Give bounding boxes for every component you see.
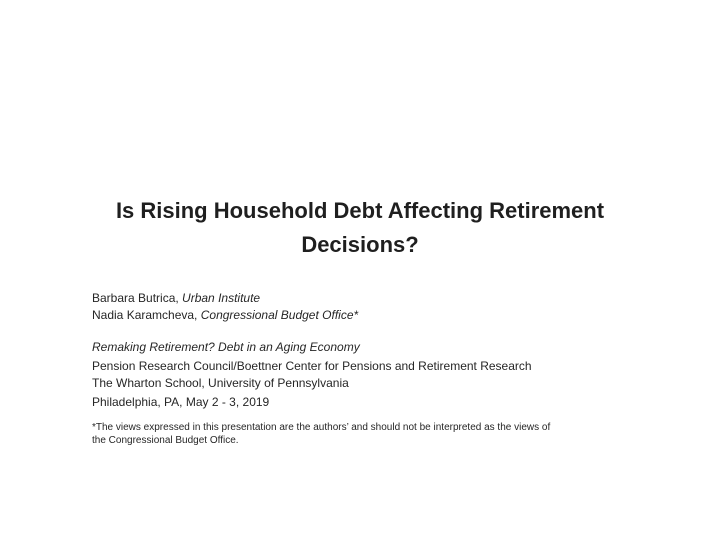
author-affiliation-2: Congressional Budget Office*	[200, 308, 359, 322]
event-name	[92, 339, 652, 356]
event-host-line-1: Pension Research Council/Boettner Center for Pensions and Retirement Research	[92, 359, 532, 373]
footnote-line-1: *The views expressed in this presentation are the authors’ and should not be interpreted as the views of	[92, 422, 551, 433]
footnote-line-2: the Congressional Budget Office.	[92, 435, 239, 446]
event-location-date: Philadelphia, PA, May 2 - 3, 2019	[92, 395, 270, 409]
title-line-2: Decisions?	[301, 232, 419, 257]
slide-title	[60, 194, 660, 262]
event-name-text: Remaking Retirement? Debt in an Aging Economy	[92, 340, 360, 354]
event-host-line-2: The Wharton School, University of Pennsylvania	[92, 376, 349, 390]
spacer	[92, 411, 652, 421]
author-line-2	[92, 307, 652, 324]
title-line-1: Is Rising Household Debt Affecting Retirement	[115, 198, 605, 223]
author-name-1: Barbara Butrica,	[92, 291, 183, 305]
author-name-2: Nadia Karamcheva,	[92, 308, 201, 322]
spacer	[92, 324, 652, 339]
footnote	[92, 421, 652, 447]
slide-body	[92, 290, 652, 447]
author-line-1	[92, 290, 652, 307]
author-affiliation-1: Urban Institute	[182, 291, 261, 305]
